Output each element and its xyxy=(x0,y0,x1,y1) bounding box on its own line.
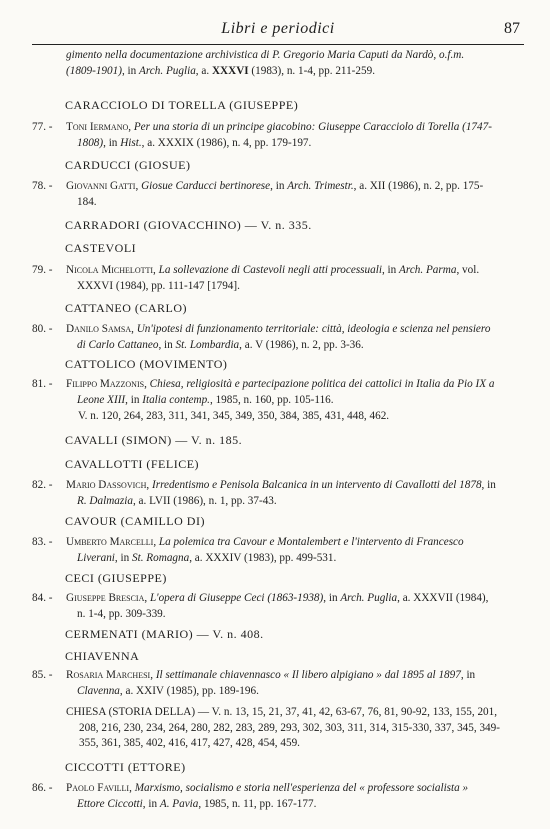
entry-80 xyxy=(32,322,496,353)
italic-text: St. Lombardia xyxy=(175,338,240,351)
entry-text xyxy=(66,668,496,699)
author-name: Giuseppe Brescia xyxy=(66,592,145,604)
text-span: , in xyxy=(481,479,496,491)
text-span: , in xyxy=(103,136,121,149)
author-name: Giovanni Gatti xyxy=(66,180,136,192)
italic-text: Arch. Puglia xyxy=(340,592,398,604)
italic-text: Il settimanale chiavennasco « Il libero alpigiano » dal 1895 al 1897 xyxy=(155,669,461,681)
entry-number: 79. - xyxy=(32,264,53,276)
italic-text: Italia contemp. xyxy=(142,393,210,406)
subject-heading: CAVALLOTTI (FELICE) xyxy=(65,457,200,471)
entry-number: 85. - xyxy=(32,669,53,681)
entry-83 xyxy=(32,535,496,566)
author-name: Danilo Samsa xyxy=(66,323,132,335)
entry-continuation xyxy=(66,48,496,79)
subject-heading: CARDUCCI (GIOSUE) xyxy=(65,158,191,172)
entry-text xyxy=(66,377,496,408)
italic-text: Arch. Puglia xyxy=(139,64,196,77)
text-span: , in xyxy=(125,393,143,406)
author-name: Paolo Favilli xyxy=(66,782,130,794)
author-name: Umberto Marcelli xyxy=(66,536,154,548)
text-span: CERMENATI (MARIO) — xyxy=(65,627,213,641)
subject-heading: CHIAVENNA xyxy=(65,649,140,663)
text-span: , a. XXXIX (1986), n. 4, pp. 179-197. xyxy=(141,136,312,149)
author-name: Rosaria Marchesi xyxy=(66,669,151,681)
text-span: , vol. XXXVI (1984), pp. 111-147 [1794]. xyxy=(77,264,480,292)
text-span: , in xyxy=(121,64,140,77)
entry-81 xyxy=(32,377,496,408)
entry-text xyxy=(66,591,496,622)
entry-text xyxy=(66,322,496,353)
entry-text xyxy=(66,48,496,79)
entry-number: 77. - xyxy=(32,121,53,133)
text-span: , 1985, n. 11, pp. 167-177. xyxy=(198,797,317,810)
text-span: , in xyxy=(381,264,400,276)
italic-text: Hist. xyxy=(120,136,142,149)
subject-heading: CASTEVOLI xyxy=(65,241,137,255)
text-span: CHIESA (STORIA DELLA) — xyxy=(66,706,212,718)
text-span: , in xyxy=(158,338,176,351)
text-span: , xyxy=(153,536,159,548)
italic-text: Marxismo, socialismo e storia nell'esperienza del « professore socialista » Ettore Ciccotti xyxy=(77,782,469,810)
text-span: CAVALLI (SIMON) — xyxy=(65,433,192,447)
italic-text: V. n. xyxy=(260,218,286,232)
text-span: , in xyxy=(460,669,476,681)
text-span: , xyxy=(153,264,159,276)
italic-text: La sollevazione di Castevoli negli atti processuali xyxy=(158,264,382,276)
italic-text: L'opera di Giuseppe Ceci (1863-1938) xyxy=(149,592,324,604)
italic-text: Arch. Parma xyxy=(399,264,457,276)
italic-text: R. Dalmazia xyxy=(77,494,133,507)
subject-heading: CATTANEO (CARLO) xyxy=(65,301,188,315)
entry-text xyxy=(66,781,496,812)
text-span: , xyxy=(144,378,150,390)
entry-number: 82. - xyxy=(32,479,53,491)
entry-text xyxy=(66,120,496,151)
text-span: , in xyxy=(114,551,133,564)
text-span: , a. XXXVII (1984), n. 1-4, pp. 309-339. xyxy=(77,592,489,620)
entry-text xyxy=(66,535,496,566)
text-span: , xyxy=(129,782,135,794)
cross-reference-cermenati xyxy=(65,627,264,642)
italic-text: Giosue Carducci bertinorese xyxy=(141,180,271,192)
entry-85 xyxy=(32,668,496,699)
text-span: , a. V (1986), n. 2, pp. 3-36. xyxy=(239,338,364,351)
entry-86 xyxy=(32,781,496,812)
entry-text xyxy=(66,179,496,210)
running-title: Libri e periodici xyxy=(221,20,335,37)
italic-text: Irredentismo e Penisola Balcanica in un intervento di Cavallotti del 1878 xyxy=(151,479,482,491)
entry-84 xyxy=(32,591,496,622)
subject-heading: CARACCIOLO DI TORELLA (GIUSEPPE) xyxy=(65,98,299,112)
cross-reference-cavalli xyxy=(65,433,242,448)
italic-text: La polemica tra Cavour e Montalembert e l'intervento di Francesco Liverani xyxy=(77,536,464,564)
entry-number: 81. - xyxy=(32,378,53,390)
italic-text: V. n. 185. xyxy=(191,433,243,447)
italic-text: St. Romagna xyxy=(132,551,190,564)
entry-number: 80. - xyxy=(32,323,53,335)
entry-number: 83. - xyxy=(32,536,53,548)
text-span: , xyxy=(135,180,142,192)
entry-82 xyxy=(32,478,496,509)
entry-78 xyxy=(32,179,496,210)
entry-number: 78. - xyxy=(32,180,53,192)
entry-79 xyxy=(32,263,496,294)
italic-text: Per una storia di un principe giacobino: Giuseppe Caracciolo di Torella (1747-1808) xyxy=(77,121,492,149)
italic-text: Chiesa, religiosità e partecipazione politica dei cattolici in Italia da Pio IX a Leone XIII xyxy=(77,378,495,406)
author-name: Toni Iermano xyxy=(66,121,129,133)
text-span: (1983), n. 1-4, pp. 211-259. xyxy=(248,64,375,77)
text-span: , a. LVII (1986), n. 1, pp. 37-43. xyxy=(132,494,277,507)
subject-heading: CAVOUR (CAMILLO DI) xyxy=(65,514,205,528)
author-name: Nicola Michelotti xyxy=(66,264,154,276)
text-span: , a. XII (1986), n. 2, pp. 175-184. xyxy=(77,180,484,208)
author-name: Filippo Mazzonis xyxy=(66,378,145,390)
entry-number: 84. - xyxy=(32,592,53,604)
text-span: , xyxy=(146,479,152,491)
entry-text xyxy=(66,478,496,509)
cross-reference-carradori xyxy=(65,218,312,233)
subject-heading: CICCOTTI (ETTORE) xyxy=(65,760,186,774)
cross-reference-chiesa xyxy=(66,705,511,752)
text-span: , xyxy=(128,121,134,133)
text-span: , xyxy=(150,669,156,681)
italic-text: Un'ipotesi di funzionamento territoriale: città, ideologia e scienza nel pensiero di Carlo Cattaneo xyxy=(77,323,491,351)
text-span: , xyxy=(144,592,150,604)
page-header xyxy=(32,20,524,45)
italic-text: V. n. 120, 264, 283, 311, 341, 345, 349, 350, 384, 385, 431, 448, 462. xyxy=(78,410,390,422)
italic-text: A. Pavia xyxy=(159,797,199,810)
text-span: , 1985, n. 160, pp. 105-116. xyxy=(209,393,334,406)
italic-text: V. n. 408. xyxy=(212,627,264,641)
entry-77 xyxy=(32,120,496,151)
author-name: Mario Dassovich xyxy=(66,479,147,491)
italic-text: V. n. 13, 15, 21, 37, 41, 42, 63-67, 76, 81, 90-92, 133, 155, 201, 208, 216, 230, 234, 264, 280, 282, 283, 289, 293, 302, 303, 311, 314, 315-330, 337, 345, 349-355, 361, 385, 402, 416, 417, 427, 428, 454, 459. xyxy=(79,706,500,749)
text-span: , a. XXIV (1985), pp. 189-196. xyxy=(119,684,259,697)
text-span: , xyxy=(131,323,137,335)
text-span: , in xyxy=(142,797,160,810)
related-references xyxy=(78,409,498,425)
subject-heading: CATTOLICO (MOVIMENTO) xyxy=(65,357,228,371)
text-span: , in xyxy=(323,592,341,604)
text-span: , in xyxy=(270,180,288,192)
text-span: CARRADORI (GIOVACCHINO) — xyxy=(65,218,261,232)
italic-text: Clavenna xyxy=(77,684,120,697)
text-span: 335. xyxy=(285,218,312,232)
subject-heading: CECI (GIUSEPPE) xyxy=(65,571,167,585)
text-span: , a. XXXIV (1983), pp. 499-531. xyxy=(189,551,337,564)
italic-text: Arch. Trimestr. xyxy=(287,180,354,192)
page-number: 87 xyxy=(504,20,520,37)
entry-text xyxy=(66,263,496,294)
entry-number: 86. - xyxy=(32,782,53,794)
text-span: , a. xyxy=(195,64,212,77)
italic-text: gimento nella documentazione archivistica di P. Gregorio Maria Caputi da Nardò, o.f.m. (1809-1901) xyxy=(66,49,465,77)
bold-text: XXXVI xyxy=(211,64,249,77)
